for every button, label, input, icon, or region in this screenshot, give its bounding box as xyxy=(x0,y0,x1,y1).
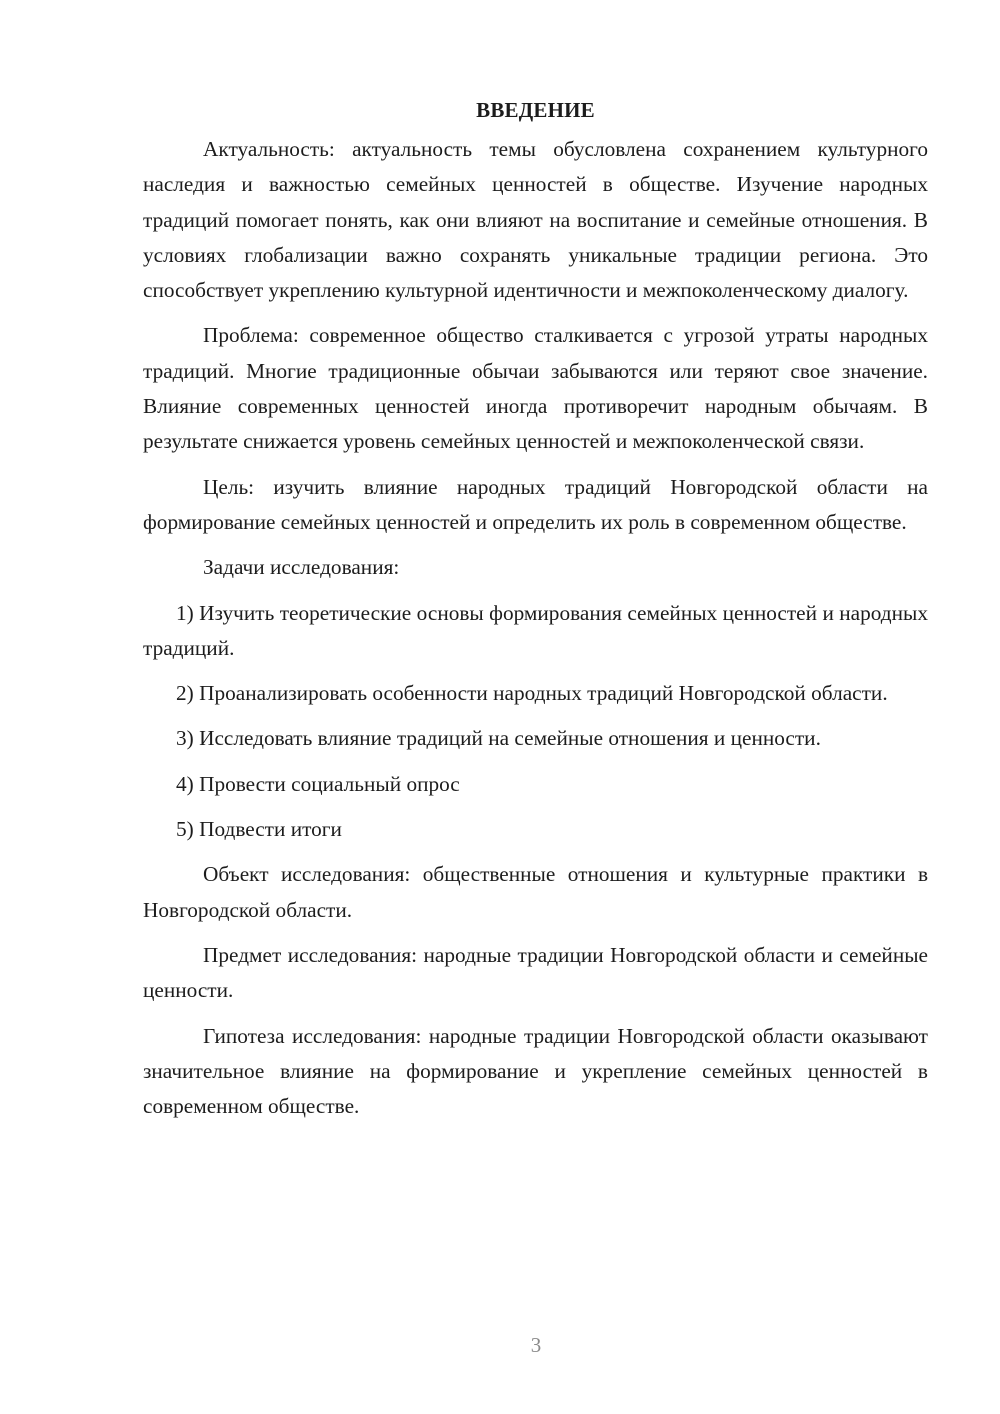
paragraph-problem: Проблема: современное общество сталкивается с угрозой утраты народных традиций. Многие традиционные обычаи забываются или теряют свое значение. Влияние современных ценностей иногда противоречит народным обычаям. В результате снижается уровень семейных ценностей и межпоколенческой связи. xyxy=(143,323,928,454)
list-item: 2) Проанализировать особенности народных традиций Новгородской области. xyxy=(176,681,888,706)
paragraph-subject: Предмет исследования: народные традиции Новгородской области и семейные ценности. xyxy=(143,942,928,1003)
paragraph-goal: Цель: изучить влияние народных традиций Новгородской области на формирование семейных ценностей и определить их роль в современном обществе. xyxy=(143,474,928,534)
tasks-list xyxy=(143,596,928,848)
page-number: 3 xyxy=(530,1333,542,1357)
tasks-heading: Задачи исследования: xyxy=(203,555,400,580)
paragraph-relevance: Актуальность: актуальность темы обусловлена сохранением культурного наследия и важностью семейных ценностей в обществе. Изучение народных традиций помогает понять, как они влияют на воспитание и семейные отношения. В условиях глобализации важно сохранять уникальные традиции региона. Это способствует укреплению культурной идентичности и межпоколенческому диалогу. xyxy=(143,137,928,303)
paragraph-hypothesis: Гипотеза исследования: народные традиции Новгородской области оказывают значительное влияние на формирование и укрепление семейных ценностей в современном обществе. xyxy=(143,1023,928,1119)
section-title: ВВЕДЕНИЕ xyxy=(476,98,595,122)
list-item: 1) Изучить теоретические основы формирования семейных ценностей и народных традиций. xyxy=(143,600,928,660)
list-item: 4) Провести социальный опрос xyxy=(176,771,460,796)
paragraph-object: Объект исследования: общественные отношения и культурные практики в Новгородской области. xyxy=(143,862,928,922)
page-content xyxy=(143,92,928,1124)
list-item: 3) Исследовать влияние традиций на семейные отношения и ценности. xyxy=(176,726,821,751)
list-item: 5) Подвести итоги xyxy=(176,817,342,842)
